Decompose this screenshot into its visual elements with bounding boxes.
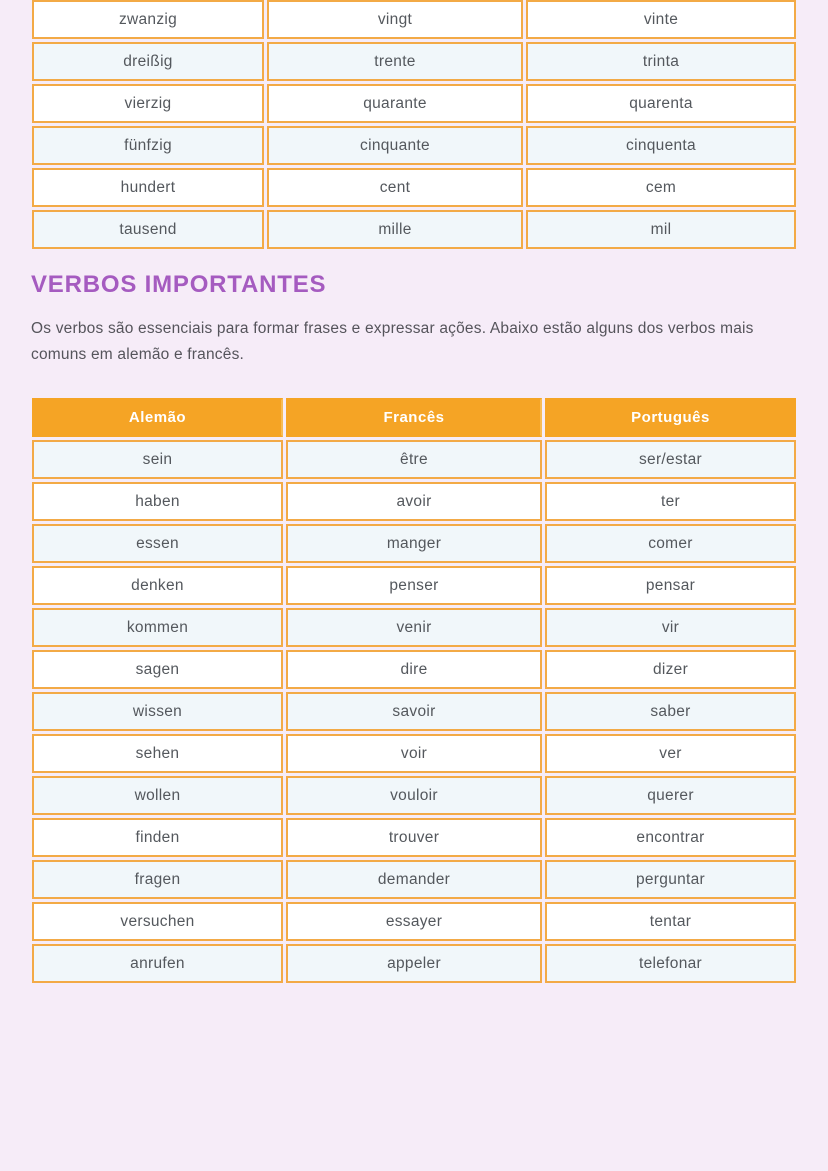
verbs-table-cell: comer: [545, 524, 796, 563]
verbs-table-cell: essayer: [286, 902, 542, 941]
verbs-table-header-row: [32, 398, 796, 437]
verbs-table-cell: demander: [286, 860, 542, 899]
table-row: [32, 734, 796, 773]
verbs-table-cell: savoir: [286, 692, 542, 731]
table-row: [32, 608, 796, 647]
verbs-table-cell: wissen: [32, 692, 283, 731]
table-row: [32, 210, 796, 249]
numbers-table: [29, 0, 799, 252]
verbs-table-cell: voir: [286, 734, 542, 773]
table-row: [32, 692, 796, 731]
numbers-table-cell: quarenta: [526, 84, 796, 123]
verbs-table-cell: kommen: [32, 608, 283, 647]
table-row: [32, 126, 796, 165]
verbs-table-cell: telefonar: [545, 944, 796, 983]
verbs-table-cell: avoir: [286, 482, 542, 521]
table-row: [32, 168, 796, 207]
verbs-table-cell: vouloir: [286, 776, 542, 815]
verbs-table-header-french: Francês: [286, 398, 542, 437]
verbs-table-body: [32, 440, 796, 983]
verbs-table-cell: dire: [286, 650, 542, 689]
verbs-table-cell: sagen: [32, 650, 283, 689]
section-intro-text: Os verbos são essenciais para formar frases e expressar ações. Abaixo estão alguns dos verbos mais comuns em alemão e francês.: [31, 320, 754, 363]
table-row: [32, 524, 796, 563]
numbers-table-cell: mil: [526, 210, 796, 249]
numbers-table-cell: hundert: [32, 168, 264, 207]
table-row: [32, 776, 796, 815]
verbs-table-cell: penser: [286, 566, 542, 605]
verbs-table-cell: encontrar: [545, 818, 796, 857]
table-row: [32, 84, 796, 123]
verbs-table: [29, 395, 799, 986]
numbers-table-cell: quarante: [267, 84, 523, 123]
verbs-table-cell: versuchen: [32, 902, 283, 941]
verbs-table-cell: ver: [545, 734, 796, 773]
verbs-table-cell: saber: [545, 692, 796, 731]
numbers-table-cell: cinquante: [267, 126, 523, 165]
numbers-table-cell: zwanzig: [32, 0, 264, 39]
verbs-table-cell: vir: [545, 608, 796, 647]
verbs-table-cell: ser/estar: [545, 440, 796, 479]
verbs-table-cell: pensar: [545, 566, 796, 605]
verbs-table-cell: appeler: [286, 944, 542, 983]
section-title: VERBOS IMPORTANTES: [31, 271, 327, 298]
numbers-table-cell: cem: [526, 168, 796, 207]
numbers-table-cell: vierzig: [32, 84, 264, 123]
verbs-table-cell: sein: [32, 440, 283, 479]
verbs-table-cell: querer: [545, 776, 796, 815]
verbs-table-cell: wollen: [32, 776, 283, 815]
table-row: [32, 440, 796, 479]
table-row: [32, 650, 796, 689]
numbers-table-cell: tausend: [32, 210, 264, 249]
verbs-table-header-portuguese: Português: [545, 398, 796, 437]
verbs-table-cell: fragen: [32, 860, 283, 899]
verbs-table-cell: être: [286, 440, 542, 479]
table-row: [32, 42, 796, 81]
table-row: [32, 482, 796, 521]
verbs-table-cell: ter: [545, 482, 796, 521]
verbs-table-cell: sehen: [32, 734, 283, 773]
verbs-table-cell: perguntar: [545, 860, 796, 899]
verbs-table-cell: finden: [32, 818, 283, 857]
table-row: [32, 860, 796, 899]
table-row: [32, 0, 796, 39]
table-row: [32, 944, 796, 983]
numbers-table-cell: mille: [267, 210, 523, 249]
verbs-table-cell: anrufen: [32, 944, 283, 983]
verbs-table-cell: trouver: [286, 818, 542, 857]
verbs-table-cell: manger: [286, 524, 542, 563]
table-row: [32, 566, 796, 605]
numbers-table-cell: vinte: [526, 0, 796, 39]
table-row: [32, 818, 796, 857]
numbers-table-cell: vingt: [267, 0, 523, 39]
verbs-table-cell: denken: [32, 566, 283, 605]
verbs-table-cell: venir: [286, 608, 542, 647]
numbers-table-cell: fünfzig: [32, 126, 264, 165]
verbs-table-header-german: Alemão: [32, 398, 283, 437]
numbers-table-cell: trente: [267, 42, 523, 81]
numbers-table-cell: cent: [267, 168, 523, 207]
numbers-table-cell: trinta: [526, 42, 796, 81]
verbs-table-cell: dizer: [545, 650, 796, 689]
numbers-table-body: [32, 0, 796, 249]
verbs-table-cell: essen: [32, 524, 283, 563]
numbers-table-cell: dreißig: [32, 42, 264, 81]
verbs-table-cell: haben: [32, 482, 283, 521]
numbers-table-cell: cinquenta: [526, 126, 796, 165]
table-row: [32, 902, 796, 941]
verbs-table-cell: tentar: [545, 902, 796, 941]
